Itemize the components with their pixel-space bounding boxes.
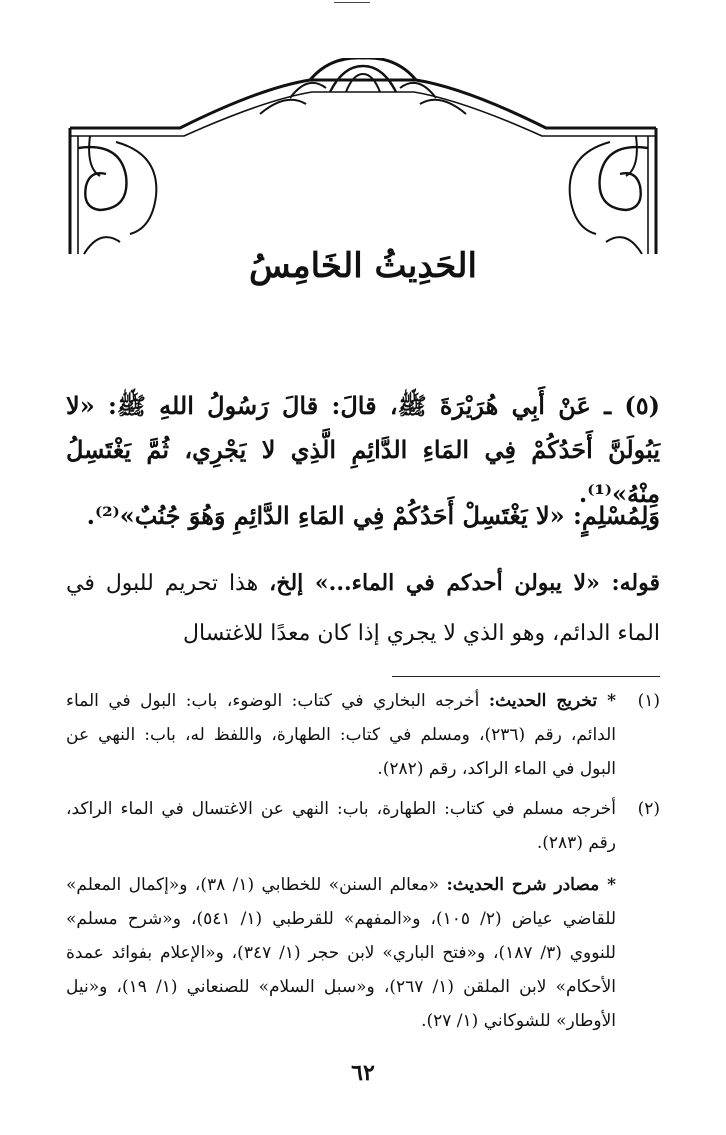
commentary-lead: قوله: «لا يبولن أحدكم في الماء...» إلخ، (269, 570, 660, 596)
footnote-2 (66, 792, 660, 860)
footnote-label: * تخريج الحديث: (488, 691, 616, 711)
footnote-separator (392, 676, 660, 677)
page-number: ٦٢ (351, 1060, 375, 1086)
footnote-label: * مصادر شرح الحديث: (446, 875, 616, 895)
header-ornament-frame (60, 58, 666, 258)
hadith-text: (٥) ـ عَنْ أَبِي هُرَيْرَةَ ﷺ، قالَ: قالَ رَسُولُ اللهِ ﷺ: «لا يَبُولَنَّ أَحَدُكُمْ فِي المَاءِ الدَّائِمِ الَّذِي لا يَجْرِي، ثُمَّ يَغْتَسِلُ مِنْهُ»⁽¹⁾. (66, 391, 660, 508)
commentary-text: هذا تحريم للبول في الماء الدائم، وهو الذي لا يجري إذا كان معدًا للاغتسال (66, 571, 660, 646)
footnote-text: «معالم السنن» للخطابي (١/ ٣٨)، و«إكمال المعلم» للقاضي عياض (٢/ ١٠٥)، و«المفهم» للقرطبي (١/ ٥٤١)، و«شرح مسلم» للنووي (٣/ ١٨٧)، و«فتح الباري» لابن حجر (١/ ٣٤٧)، و«الإعلام بفوائد عمدة الأحكام» لابن الملقن (١/ ٢٦٧)، و«سبل السلام» للصنعاني (١/ ١٩)، و«نيل الأوطار» للشوكاني (١/ ٢٧). (66, 875, 617, 1031)
footnote-number: (١) (637, 691, 660, 711)
footnote-text: أخرجه مسلم في كتاب: الطهارة، باب: النهي عن الاغتسال في الماء الراكد، رقم (٢٨٣). (66, 799, 616, 853)
top-rule (334, 2, 370, 3)
footnote-1 (66, 684, 660, 786)
footnote-text: أخرجه البخاري في كتاب: الوضوء، باب: البول في الماء الدائم، رقم (٢٣٦)، ومسلم في كتاب: الطهارة، واللفظ له، باب: النهي عن البول في الماء الراكد، رقم (٢٨٢). (66, 691, 617, 779)
footnote-number: (٢) (637, 799, 660, 819)
hadith-muslim-variant: وَلِمُسْلِمٍ: «لا يَغْتَسِلْ أَحَدُكُمْ فِي المَاءِ الدَّائِمِ وَهُوَ جُنُبٌ»⁽²⁾. (86, 501, 660, 530)
chapter-title: الحَدِيثُ الخَامِسُ (249, 246, 477, 286)
footnote-sources (66, 868, 660, 1038)
commentary-paragraph (66, 558, 660, 659)
